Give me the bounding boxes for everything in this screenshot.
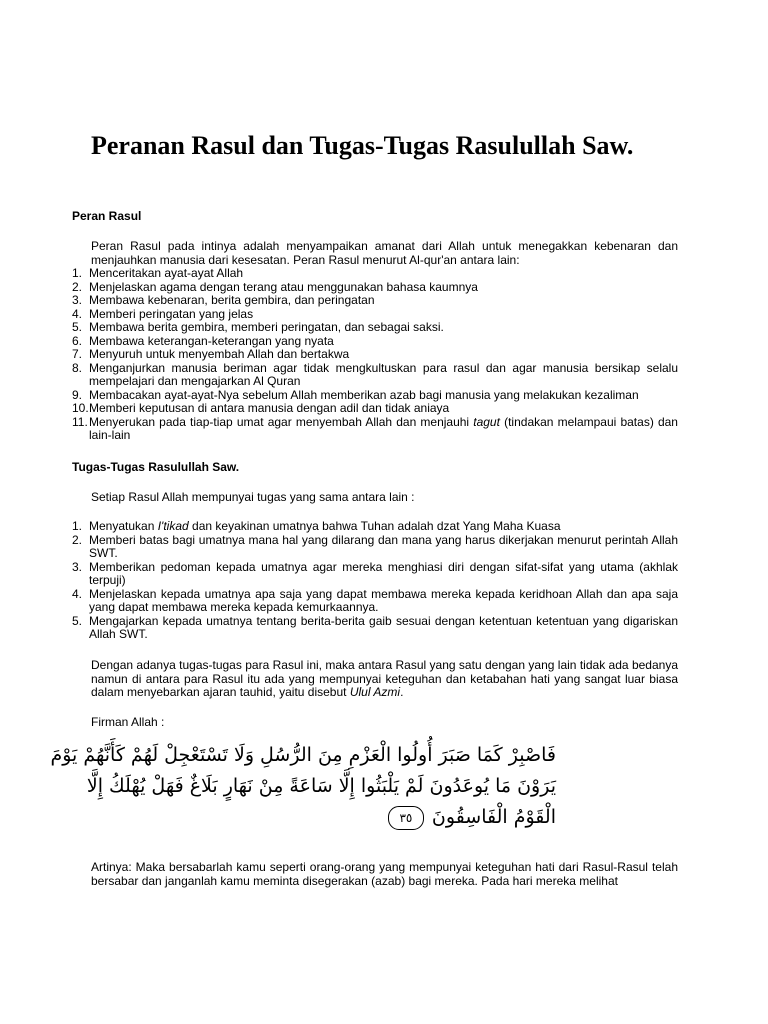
- peran-rasul-item: [72, 281, 678, 295]
- arabic-line-1: فَاصْبِرْ كَمَا صَبَرَ أُولُوا الْعَزْمِ مِنَ الرُّسُلِ وَلَا تَسْتَعْجِلْ لَهُمْ كَأَنَّهُمْ يَوْمَ: [50, 744, 556, 766]
- tugas-item: [72, 615, 678, 642]
- ulul-azmi-paragraph: [91, 659, 678, 700]
- arabic-line-2: يَرَوْنَ مَا يُوعَدُونَ لَمْ يَلْبَثُوا إِلَّا سَاعَةً مِنْ نَهَارٍ بَلَاغٌ فَهَلْ يُهْلَكُ إِلَّا: [86, 775, 556, 797]
- peran-rasul-item: [72, 294, 678, 308]
- peran-rasul-item-text-end: (tindakan melampaui batas) dan lain-lain: [89, 414, 678, 442]
- peran-rasul-item-text: Membawa keterangan-keterangan yang nyata: [89, 333, 334, 348]
- peran-rasul-item: [72, 335, 678, 349]
- tugas-item-number: 3.: [72, 559, 83, 574]
- ulul-azmi-end: .: [400, 685, 404, 699]
- peran-rasul-item: [72, 267, 678, 281]
- ayah-number: ٣٥: [399, 810, 413, 825]
- peran-rasul-item-text: Membawa kebenaran, berita gembira, dan peringatan: [89, 293, 375, 307]
- quran-verse: [50, 740, 556, 848]
- arabic-line-3: الْقَوْمُ الْفَاسِقُونَ: [431, 806, 556, 828]
- tugas-item-text: Menjelaskan kepada umatnya apa saja yang dapat membawa mereka kepada keridhoan Allah dan apa saja yang dapat membawa mereka kepada kemurkaannya.: [89, 586, 678, 614]
- tugas-item-italic-term: I'tikad: [157, 519, 189, 533]
- peran-rasul-item: [72, 362, 678, 389]
- ayah-number-marker: [388, 806, 424, 830]
- peran-rasul-item-number: 6.: [72, 333, 83, 348]
- peran-rasul-item-text: Membawa berita gembira, memberi peringatan, dan sebagai saksi.: [89, 320, 444, 334]
- peran-rasul-item: [72, 402, 678, 416]
- tugas-item-number: 2.: [72, 532, 83, 547]
- peran-rasul-item: [72, 308, 678, 322]
- ulul-azmi-text: Dengan adanya tugas-tugas para Rasul ini, maka antara Rasul yang satu dengan yang lain tidak ada bedanya namun di antara para Rasul itu ada yang mempunyai keteguhan dan ketabahan hati yang sangat luar biasa dalam menyebarkan ajaran tauhid, yaitu disebut: [91, 658, 678, 699]
- peran-rasul-item-number: 2.: [72, 279, 83, 294]
- peran-rasul-item-text: Menyerukan pada tiap-tiap umat agar menyembah Allah dan menjauhi: [89, 414, 474, 429]
- peran-rasul-item-number: 1.: [72, 266, 83, 280]
- peran-rasul-item-text: Menyuruh untuk menyembah Allah dan bertakwa: [89, 347, 350, 361]
- tugas-item: [72, 520, 678, 534]
- peran-rasul-item-number: 8.: [72, 360, 83, 375]
- tugas-item: [72, 534, 678, 561]
- artinya-paragraph: Artinya: Maka bersabarlah kamu seperti orang-orang yang mempunyai keteguhan hati dari Rasul-Rasul telah bersabar dan janganlah kamu meminta disegerakan (azab) bagi mereka. Pada hari mereka melihat: [91, 860, 678, 888]
- peran-rasul-item-number: 10.: [72, 401, 89, 415]
- section-heading-peran-rasul: Peran Rasul: [72, 209, 142, 223]
- peran-rasul-list: [72, 267, 678, 443]
- tugas-item-text: Memberikan pedoman kepada umatnya agar mereka menghiasi diri dengan sifat-sifat yang utama (akhlak terpuji): [89, 559, 678, 587]
- peran-rasul-item-text: Menceritakan ayat-ayat Allah: [89, 266, 244, 280]
- tugas-item-text: Memberi batas bagi umatnya mana hal yang dilarang dan mana yang harus dikerjakan menurut perintah Allah SWT.: [89, 532, 678, 560]
- tugas-intro: Setiap Rasul Allah mempunyai tugas yang sama antara lain :: [91, 490, 415, 504]
- peran-rasul-item: [72, 416, 678, 443]
- tugas-item-number: 4.: [72, 586, 83, 601]
- tugas-item-text-end: dan keyakinan umatnya bahwa Tuhan adalah dzat Yang Maha Kuasa: [188, 519, 561, 533]
- tugas-item-number: 1.: [72, 519, 83, 533]
- peran-rasul-item-text: Membacakan ayat-ayat-Nya sebelum Allah memberikan azab bagi manusia yang melakukan kezaliman: [89, 387, 639, 402]
- peran-rasul-item-italic-term: tagut: [473, 414, 500, 429]
- tugas-rasulullah-list: [72, 520, 678, 642]
- tugas-item-text: Menyatukan: [89, 519, 158, 533]
- arabic-line-3-row: [130, 802, 556, 833]
- page-title: Peranan Rasul dan Tugas-Tugas Rasulullah Saw.: [91, 131, 634, 160]
- peran-rasul-item-number: 3.: [72, 293, 83, 307]
- peran-rasul-item: [72, 389, 678, 403]
- peran-rasul-item-text: Memberi keputusan di antara manusia dengan adil dan tidak aniaya: [89, 401, 450, 415]
- peran-rasul-item-text: Menganjurkan manusia beriman agar tidak mengkultuskan para rasul dan agar manusia bersikap selalu mempelajari dan mengajarkan Al Quran: [89, 360, 678, 388]
- peran-rasul-item-number: 9.: [72, 387, 83, 402]
- tugas-item-text: Mengajarkan kepada umatnya tentang berita-berita gaib sesuai dengan ketentuan ketentuan yang digariskan Allah SWT.: [89, 613, 678, 641]
- peran-rasul-item-text: Menjelaskan agama dengan terang atau menggunakan bahasa kaumnya: [89, 279, 478, 294]
- tugas-item: [72, 588, 678, 615]
- peran-rasul-intro: Peran Rasul pada intinya adalah menyampaikan amanat dari Allah untuk menegakkan kebenaran dan menjauhkan manusia dari kesesatan. Peran Rasul menurut Al-qur'an antara lain:: [91, 239, 678, 267]
- section-heading-tugas-rasulullah: Tugas-Tugas Rasulullah Saw.: [72, 460, 240, 474]
- peran-rasul-item-text: Memberi peringatan yang jelas: [89, 306, 254, 321]
- tugas-item: [72, 561, 678, 588]
- peran-rasul-item-number: 11.: [72, 414, 88, 429]
- peran-rasul-item: [72, 321, 678, 335]
- peran-rasul-item: [72, 348, 678, 362]
- tugas-item-number: 5.: [72, 613, 83, 628]
- peran-rasul-item-number: 4.: [72, 306, 83, 321]
- firman-allah-label: Firman Allah :: [91, 715, 165, 729]
- peran-rasul-item-number: 5.: [72, 320, 83, 334]
- peran-rasul-item-number: 7.: [72, 347, 83, 361]
- ulul-azmi-term: Ulul Azmi: [349, 685, 401, 699]
